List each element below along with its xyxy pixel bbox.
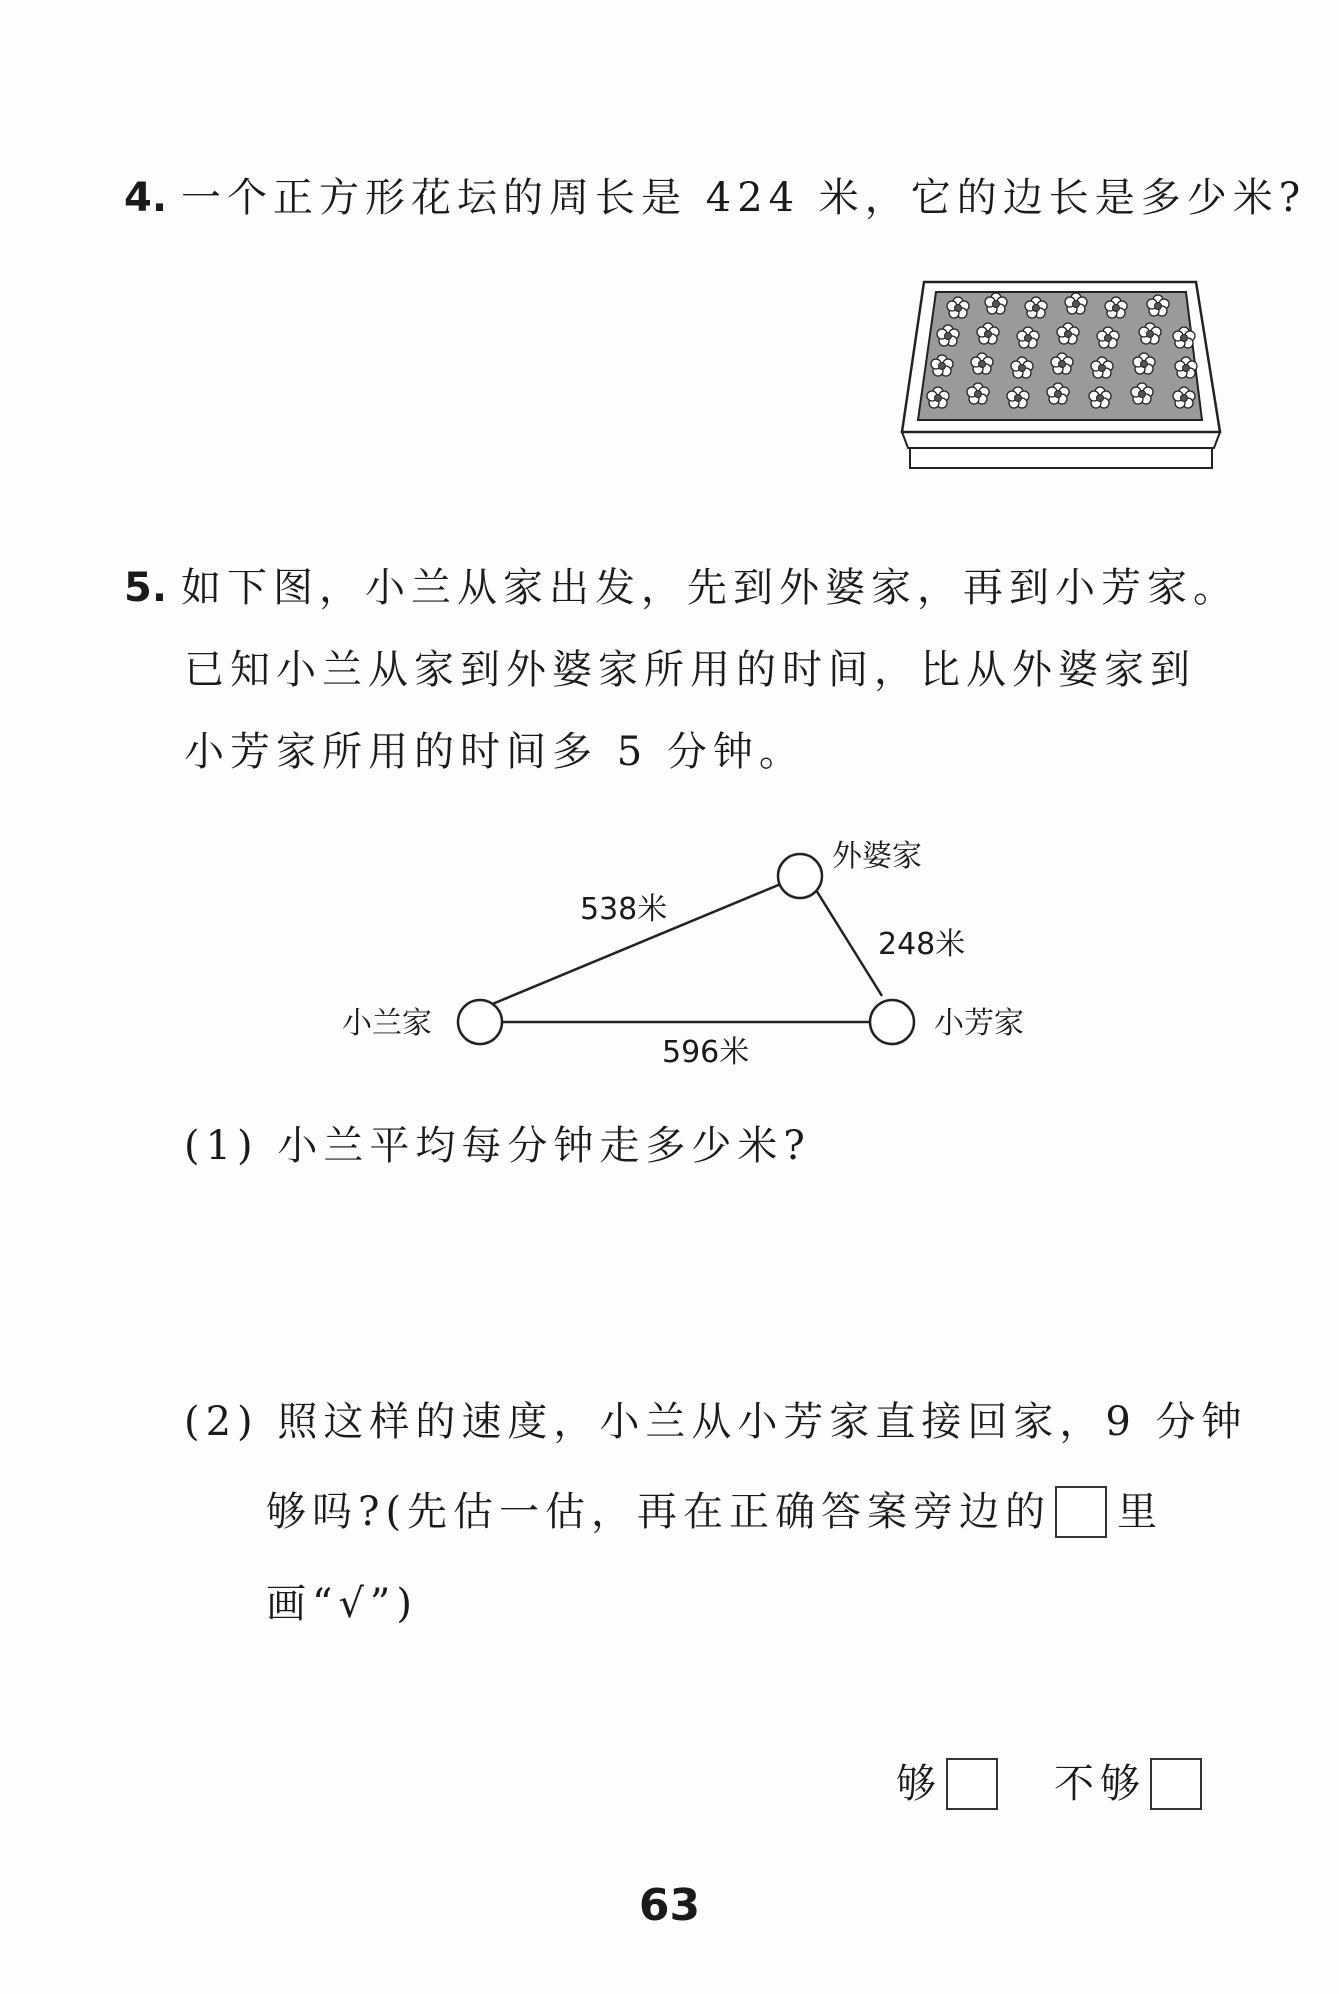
sub-question-1: (1) 小兰平均每分钟走多少米? — [184, 1123, 811, 1169]
question-5-line-1 — [124, 565, 1240, 611]
question-4 — [124, 175, 1307, 221]
node-xiaofang-home — [870, 1000, 914, 1044]
question-4-text: 一个正方形花坛的周长是 424 米，它的边长是多少米? — [181, 175, 1307, 221]
question-5-line-2: 已知小兰从家到外婆家所用的时间，比从外婆家到 — [184, 647, 1196, 693]
option-not-enough-label: 不够 — [1054, 1761, 1146, 1807]
page-number: 63 — [638, 1880, 701, 1931]
label-distance-538: 538米 — [580, 892, 668, 927]
option-enough-label: 够 — [896, 1761, 942, 1807]
option-not-enough-checkbox[interactable] — [1150, 1758, 1202, 1810]
label-distance-248: 248米 — [878, 927, 966, 962]
sub-question-2-line-3: 画“√”) — [266, 1581, 418, 1627]
sub-question-2-line-2 — [266, 1486, 1163, 1538]
sub-question-2-line-1: (2) 照这样的速度，小兰从小芳家直接回家，9 分钟 — [184, 1399, 1248, 1445]
node-grandma-home — [778, 854, 822, 898]
answer-options — [896, 1758, 1202, 1810]
route-diagram — [300, 820, 1060, 1080]
label-grandma-home: 外婆家 — [832, 839, 922, 874]
question-5-text-1: 如下图，小兰从家出发，先到外婆家，再到小芳家。 — [181, 565, 1240, 611]
label-distance-596: 596米 — [662, 1035, 750, 1070]
option-enough-checkbox[interactable] — [946, 1758, 998, 1810]
label-xiaolan-home: 小兰家 — [342, 1006, 432, 1041]
sub-question-2-text-2a: 够吗?(先估一估，再在正确答案旁边的 — [266, 1489, 1052, 1535]
node-xiaolan-home — [458, 1000, 502, 1044]
sub-question-2-text-2b: 里 — [1117, 1489, 1164, 1535]
question-5-line-3: 小芳家所用的时间多 5 分钟。 — [184, 729, 805, 775]
edge-grandma-to-xiaofang — [816, 890, 882, 996]
flower-bed-illustration — [896, 274, 1226, 480]
label-xiaofang-home: 小芳家 — [934, 1006, 1024, 1041]
question-4-number: 4. — [124, 175, 168, 221]
inline-example-box — [1055, 1486, 1107, 1538]
question-5-number: 5. — [124, 565, 168, 611]
